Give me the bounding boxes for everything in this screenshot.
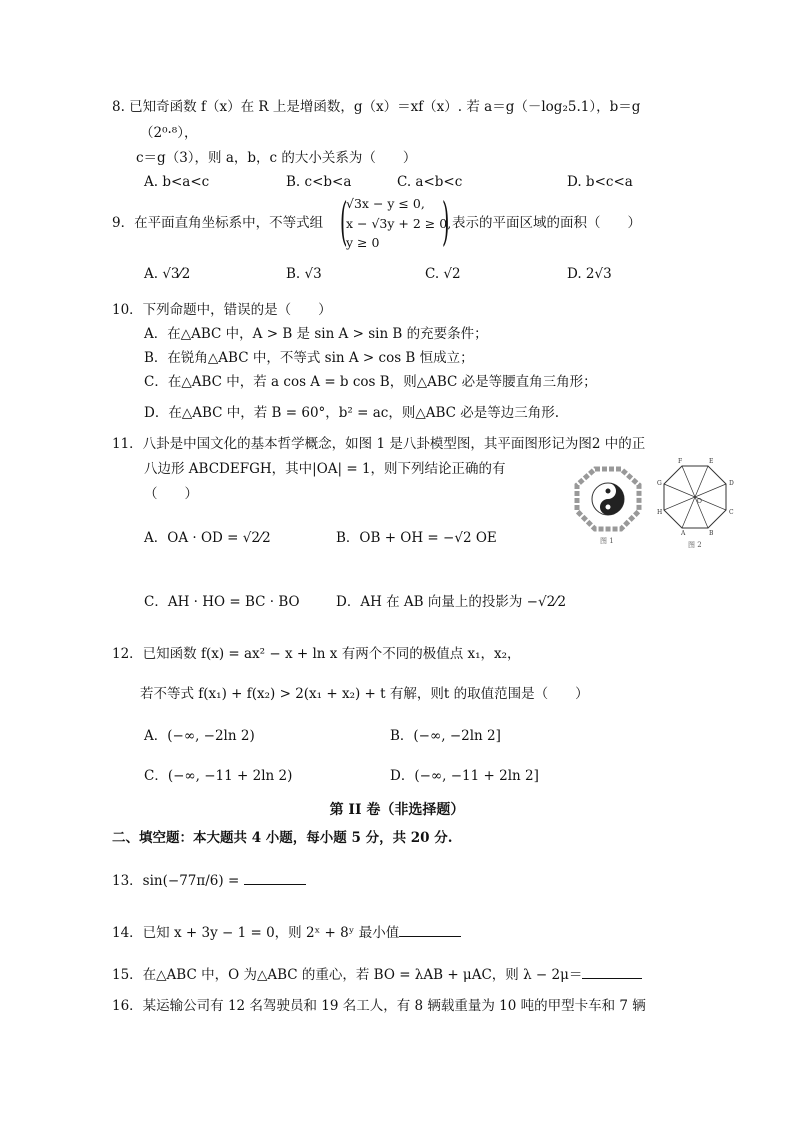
q13-stem (112, 873, 306, 889)
q11-option-d: D．AH 在 AB 向量上的投影为 −√2⁄2 (336, 594, 567, 610)
q15-text: 15．在△ABC 中，O 为△ABC 的重心，若 BO = λAB + μAC，则 λ − 2μ＝ (112, 967, 583, 983)
octagon-figure (652, 460, 740, 550)
octagon-label-d: D (729, 480, 734, 487)
q9-stem-b: 表示的平面区域的面积（ ） (452, 215, 641, 231)
q9-stem-a: 9．在平面直角坐标系中，不等式组 (112, 215, 324, 231)
q13-answer-blank (244, 884, 306, 885)
q8-option-a: A. b<a<c (144, 174, 210, 190)
q11-option-c: C．AH · HO = BC · BO (144, 594, 300, 610)
octagon-label-h: H (657, 509, 663, 516)
q9-system-line2: x − √3y + 2 ≥ 0, (346, 216, 452, 231)
bagua-figure (568, 466, 648, 548)
q14-answer-blank (399, 936, 461, 937)
fig1-caption: 图 1 (600, 537, 614, 545)
q14-text: 14．已知 x + 3y − 1 = 0，则 2ˣ + 8ʸ 最小值 (112, 925, 400, 941)
q15-stem (112, 967, 642, 983)
q8-line3: c＝g（3），则 a，b，c 的大小关系为（ ） (136, 150, 417, 166)
q10-option-b: B．在锐角△ABC 中，不等式 sin A > cos B 恒成立； (144, 350, 474, 366)
q9-option-d: D. 2√3 (567, 266, 612, 282)
q8-line1: 8. 已知奇函数 f（x）在 R 上是增函数，g（x）＝xf（x）. 若 a＝g（－log₂5.1），b＝g (112, 99, 641, 115)
fill-in-section-heading: 二、填空题：本大题共 4 小题，每小题 5 分，共 20 分. (112, 830, 453, 846)
q9-option-c: C. √2 (425, 266, 461, 282)
q15-answer-blank (582, 978, 642, 979)
q8-option-c: C. a<b<c (397, 174, 463, 190)
octagon-label-e: E (709, 458, 714, 465)
q12-line2: 若不等式 f(x₁) + f(x₂) > 2(x₁ + x₂) + t 有解，则t 的取值范围是（ ） (140, 686, 589, 702)
q8-option-d: D. b<c<a (567, 174, 633, 190)
q10-option-d: D．在△ABC 中，若 B = 60°，b² = ac，则△ABC 必是等边三角形. (144, 405, 560, 421)
q11-line1: 11．八卦是中国文化的基本哲学概念，如图 1 是八卦模型图，其平面图形记为图2 中的正 (112, 436, 646, 452)
q9-option-b: B. √3 (286, 266, 322, 282)
octagon-label-g: G (657, 480, 662, 487)
octagon-label-b: B (709, 530, 714, 537)
q12-option-b: B．(−∞, −2ln 2] (390, 728, 501, 744)
part2-title: 第 II 卷（非选择题） (329, 802, 465, 818)
q9-system-line3: y ≥ 0 (346, 235, 380, 250)
q9-left-brace: ( (340, 193, 348, 253)
q12-option-a: A．(−∞, −2ln 2) (144, 728, 255, 744)
q10-option-c: C．在△ABC 中，若 a cos A = b cos B，则△ABC 必是等腰直角三角形； (144, 374, 597, 390)
octagon-label-c: C (729, 509, 734, 516)
q8-line2: （2⁰·⁸）， (140, 125, 198, 141)
octagon-label-a: A (681, 530, 686, 537)
octagon-label-o: O (697, 498, 702, 505)
q11-option-a: A．OA · OD = √2⁄2 (144, 530, 271, 546)
q9-system-line1: √3x − y ≤ 0, (346, 196, 425, 211)
q12-line1: 12．已知函数 f(x) = ax² − x + ln x 有两个不同的极值点 x₁，x₂， (112, 646, 521, 662)
fig2-caption: 图 2 (688, 541, 702, 549)
q10-option-a: A．在△ABC 中，A > B 是 sin A > sin B 的充要条件； (144, 326, 488, 342)
q9-right-brace: ) (442, 193, 450, 253)
q12-option-c: C．(−∞, −11 + 2ln 2) (144, 768, 293, 784)
q8-option-b: B. c<b<a (286, 174, 352, 190)
q10-stem: 10．下列命题中，错误的是（ ） (112, 302, 332, 318)
q13-text: 13．sin(−77π/6) = (112, 873, 244, 889)
q11-option-b: B．OB + OH = −√2 OE (336, 530, 497, 546)
q16-stem: 16．某运输公司有 12 名驾驶员和 19 名工人，有 8 辆载重量为 10 吨的甲型卡车和 7 辆 (112, 998, 646, 1014)
octagon-label-f: F (678, 458, 683, 465)
q11-line2: 八边形 ABCDEFGH，其中|OA| = 1，则下列结论正确的有 (144, 461, 506, 477)
q11-line3: （ ） (144, 486, 198, 502)
q14-stem (112, 925, 461, 941)
q9-option-a: A. √3⁄2 (144, 266, 191, 282)
q12-option-d: D．(−∞, −11 + 2ln 2] (390, 768, 539, 784)
